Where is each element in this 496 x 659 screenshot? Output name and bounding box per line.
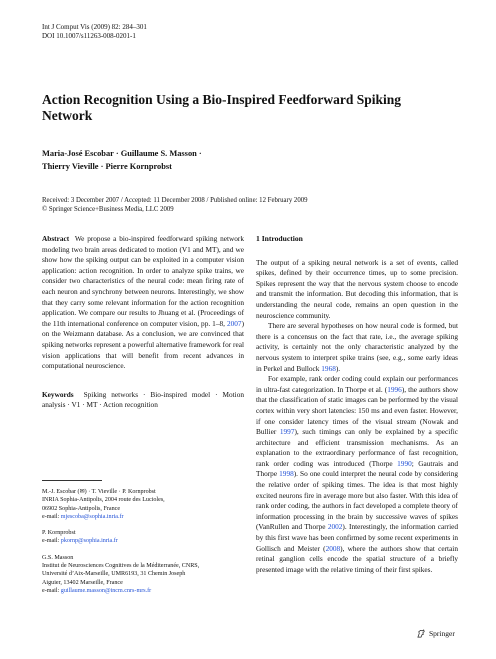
keywords: [42, 390, 244, 411]
authors-line-1: Maria-José Escobar · Guillaume S. Masson ·: [42, 149, 202, 158]
keywords-label: Keywords: [42, 389, 74, 399]
title-line-1: Action Recognition Using a Bio-Inspired Feedforward Spiking: [42, 92, 402, 107]
journal-citation: Int J Comput Vis (2009) 82: 284–301: [42, 23, 147, 31]
affil-address-2: Université d’Aix-Marseille, UMR6193, 31 Chemin Joseph: [42, 571, 186, 578]
abstract: [42, 234, 244, 372]
abstract-text: We propose a bio-inspired feedforward spiking network modeling two brain areas dedicated to motion (V1 and MT), and we show how the spiking output can be exploited in a computer vision application: action recognition. In order to analyze spike trains, we consider two characteristics of the neural code: mean firing rate of each neuron and synchrony between neurons. Interestingly, we show that they carry some relevant information for the action recognition application. We compare our results to Jhuang et al. (Proceedings of the 11th international conference on computer vision, pp. 1–8,: [42, 234, 245, 328]
author-list: [42, 148, 442, 173]
citation-link[interactable]: 2002: [327, 522, 343, 532]
abstract-text-end: ) on the Weizmann database. As a conclusion, we are convinced that spiking networks represent a powerful alternative framework for real vision applications that will benefit from recent advances in computational neuroscience.: [42, 318, 244, 371]
text-run: There are several hypotheses on how neural code is formed, but there is a concensus on the fact that rate, i.e., the average spiking activity, is certainly not the only characteristic analyzed by the nervous system to interpret spike trains (see, e.g., some early ideas in Perkel and Bullock: [256, 321, 458, 373]
text-run: ), where the authors show that certain retinal ganglion cells encode the spatial structure of a briefly presented image with the relative timing of their first spikes.: [256, 543, 458, 574]
affil-email-row: [42, 513, 247, 521]
text-run: ), the authors show that the classification of static images can be performed by the visual cortex within very short latencies: 150 ms and even faster. However, if one consider latency times of the visual stream (Nowak and Bullier: [256, 384, 458, 437]
affil-address-3: Aiguier, 13402 Marseille, France: [42, 579, 123, 586]
keywords-text: Spiking networks · Bio-inspired model · Motion analysis · V1 · MT · Action recognition: [42, 389, 244, 410]
intro-paragraph-3: [256, 374, 458, 575]
citation-link[interactable]: 1998: [279, 469, 294, 479]
affil-address-1: INRIA Sophia-Antipolis, 2004 route des Lucioles,: [42, 497, 165, 504]
email-label: e-mail:: [42, 513, 61, 520]
paper-title: [42, 92, 442, 124]
received-line: Received: 3 December 2007 / Accepted: 11 December 2008 / Published online: 12 February 2009: [42, 197, 308, 204]
affiliation-block-1: [42, 488, 247, 521]
publication-dates: [42, 196, 462, 214]
journal-header: [42, 23, 147, 41]
abstract-ref-link[interactable]: 2007: [226, 318, 242, 328]
affil-names: G.S. Masson: [42, 554, 74, 561]
email-link[interactable]: pkornp@sophia.inria.fr: [60, 538, 118, 545]
doi-line: DOI 10.1007/s11263-008-0201-1: [42, 32, 136, 40]
text-run: ). So one could interpret the neural code by considering the relative order of spiking times. The idea is that most highly excited neurons fire in average more but also faster. With this idea of rank order coding, the authors in fact developed a complete theory of information processing in the brain by successive waves of spikes (VanRullen and Thorpe: [256, 469, 458, 532]
right-column: [256, 234, 458, 575]
affiliation-block-2: [42, 529, 247, 546]
title-line-2: Network: [42, 108, 93, 123]
text-run: ). Interestingly, the information carried by this first wave has been confirmed by some recent experiments in Gollisch and Meister (: [256, 522, 458, 553]
affil-address-1: Institut de Neurosciences Cognitives de la Méditerranée, CNRS,: [42, 563, 200, 570]
text-run: ), such timings can only be explained by a specific architecture and efficient transmission mechanisms. As an explanation to the extraordinary performance of fast recognition, rank order coding was introduced (Thorpe: [256, 427, 458, 468]
email-link[interactable]: guillaume.masson@incm.cnrs-mrs.fr: [60, 587, 152, 594]
abstract-label: Abstract: [42, 234, 70, 243]
email-label: e-mail:: [42, 587, 61, 594]
affil-address-2: 06902 Sophia-Antipolis, France: [42, 505, 121, 512]
citation-link[interactable]: 1968: [321, 363, 336, 373]
citation-link[interactable]: 2008: [325, 543, 341, 553]
copyright-line: © Springer Science+Business Media, LLC 2009: [42, 206, 174, 213]
text-run: For example, rank order coding could explain our performances in ultra-fast categorization. In Thorpe et al. (: [256, 374, 458, 394]
left-column: [42, 234, 244, 411]
affil-email-row: [42, 587, 247, 595]
section-heading-introduction: 1 Introduction: [256, 234, 303, 243]
publisher-logo: [417, 629, 455, 638]
springer-horse-icon: [417, 629, 426, 638]
intro-paragraph-1: The output of a spiking neural network is a set of events, called spikes, defined by their occurrence times, up to some precision. Spikes represent the way that the nervous system choose to encode and transmit the information. But decoding this information, that is understanding the neural code, remains an open question in the neuroscience community.: [256, 257, 458, 320]
citation-link[interactable]: 1990: [397, 458, 412, 468]
email-link[interactable]: mjescoba@sophia.inria.fr: [60, 513, 124, 520]
text-run: ).: [335, 363, 341, 373]
affiliations: [42, 488, 247, 603]
affil-names: M.-J. Escobar (✉) · T. Vieville · P. Kornprobst: [42, 489, 156, 495]
affiliation-block-3: [42, 554, 247, 595]
springer-brand: Springer: [429, 629, 455, 638]
footnote-divider: [42, 480, 102, 481]
affil-names: P. Kornprobst: [42, 530, 76, 537]
authors-line-2: Thierry Vieville · Pierre Kornprobst: [42, 161, 172, 171]
intro-paragraph-2: [256, 321, 458, 374]
text-run: ; Gautrais and Thorpe: [256, 458, 458, 479]
citation-link[interactable]: 1997: [279, 427, 295, 437]
affil-email-row: [42, 537, 247, 545]
citation-link[interactable]: 1996: [387, 384, 402, 394]
email-label: e-mail:: [42, 538, 61, 545]
